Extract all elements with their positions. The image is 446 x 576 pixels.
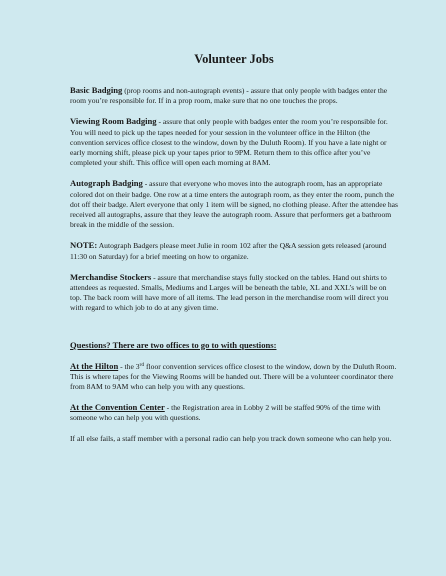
hilton-heading: At the Hilton — [70, 360, 119, 371]
hilton-pre: - the 3 — [118, 361, 140, 371]
autograph-paragraph — [70, 178, 398, 230]
convention-paragraph — [70, 402, 398, 423]
merch-text: - assure that merchandise stays fully stocked on the tables. Hand out shirts to attendees as requested. Smalls, Mediums and Larges will be beneath the table, XL and XXL’s will be on top. The back room will have more of all items. The lead person in the merchandise room will direct you with regard to which job to do at any given time. — [70, 272, 389, 313]
merch-heading: Merchandise Stockers — [70, 271, 152, 282]
questions-heading: Questions? There are two offices to go to with questions: — [70, 339, 277, 350]
autograph-heading: Autograph Badging — [70, 178, 143, 189]
note-heading: NOTE: — [70, 240, 98, 251]
viewing-room-text: - assure that only people with badges enter the room you’re responsible for. You will need to pick up the tapes needed for your session in the volunteer office in the Hilton (the convention services office closest to the window, down by the Duluth Room). If you have a late night or early morning shift, please pick up your tapes prior to 9PM. Return them to this office after you’ve completed your shift. This office will open each morning at 8AM. — [70, 117, 388, 168]
hilton-sup: rd — [139, 361, 145, 368]
page-title: Volunteer Jobs — [194, 52, 274, 66]
basic-badging-heading: Basic Badging — [70, 85, 123, 95]
note-paragraph — [70, 240, 398, 261]
basic-badging-text: (prop rooms and non-autograph events) - assure that only people with badges enter the room you’re responsible for. If in a prop room, make sure that no one touches the props. — [70, 86, 388, 106]
closing-paragraph: If all else fails, a staff member with a personal radio can help you track down someone who can help you. — [70, 433, 392, 443]
note-text: Autograph Badgers please meet Julie in room 102 after the Q&A session gets released (around 11:30 on Saturday) for a brief meeting on how to organize. — [70, 241, 387, 261]
autograph-text: - assure that everyone who moves into the autograph room, has an appropriate colored dot on their badge. One row at a time enters the autograph room, as they enter the room, punch the dot off their badge. Alert everyone that only 1 item will be signed, no clothing please. After the attendee has received all autographs, assure that they leave the autograph room. Assure that performers get a bathroom break in the middle of the session. — [70, 179, 398, 230]
hilton-paragraph — [70, 360, 398, 393]
convention-text: - the Registration area in Lobby 2 will be staffed 90% of the time with someone who can help you with questions. — [70, 403, 381, 423]
viewing-room-heading: Viewing Room Badging — [70, 116, 157, 127]
convention-heading: At the Convention Center — [70, 402, 165, 413]
hilton-text: floor convention services office closest to the window, down by the Duluth Room. This is where tapes for the Viewing Rooms will be handed out. There will be a volunteer coordinator there from 8AM to 9AM who can help you with any questions. — [70, 361, 397, 392]
basic-badging-paragraph — [70, 85, 398, 106]
viewing-room-paragraph — [70, 116, 398, 168]
merch-paragraph — [70, 272, 398, 314]
